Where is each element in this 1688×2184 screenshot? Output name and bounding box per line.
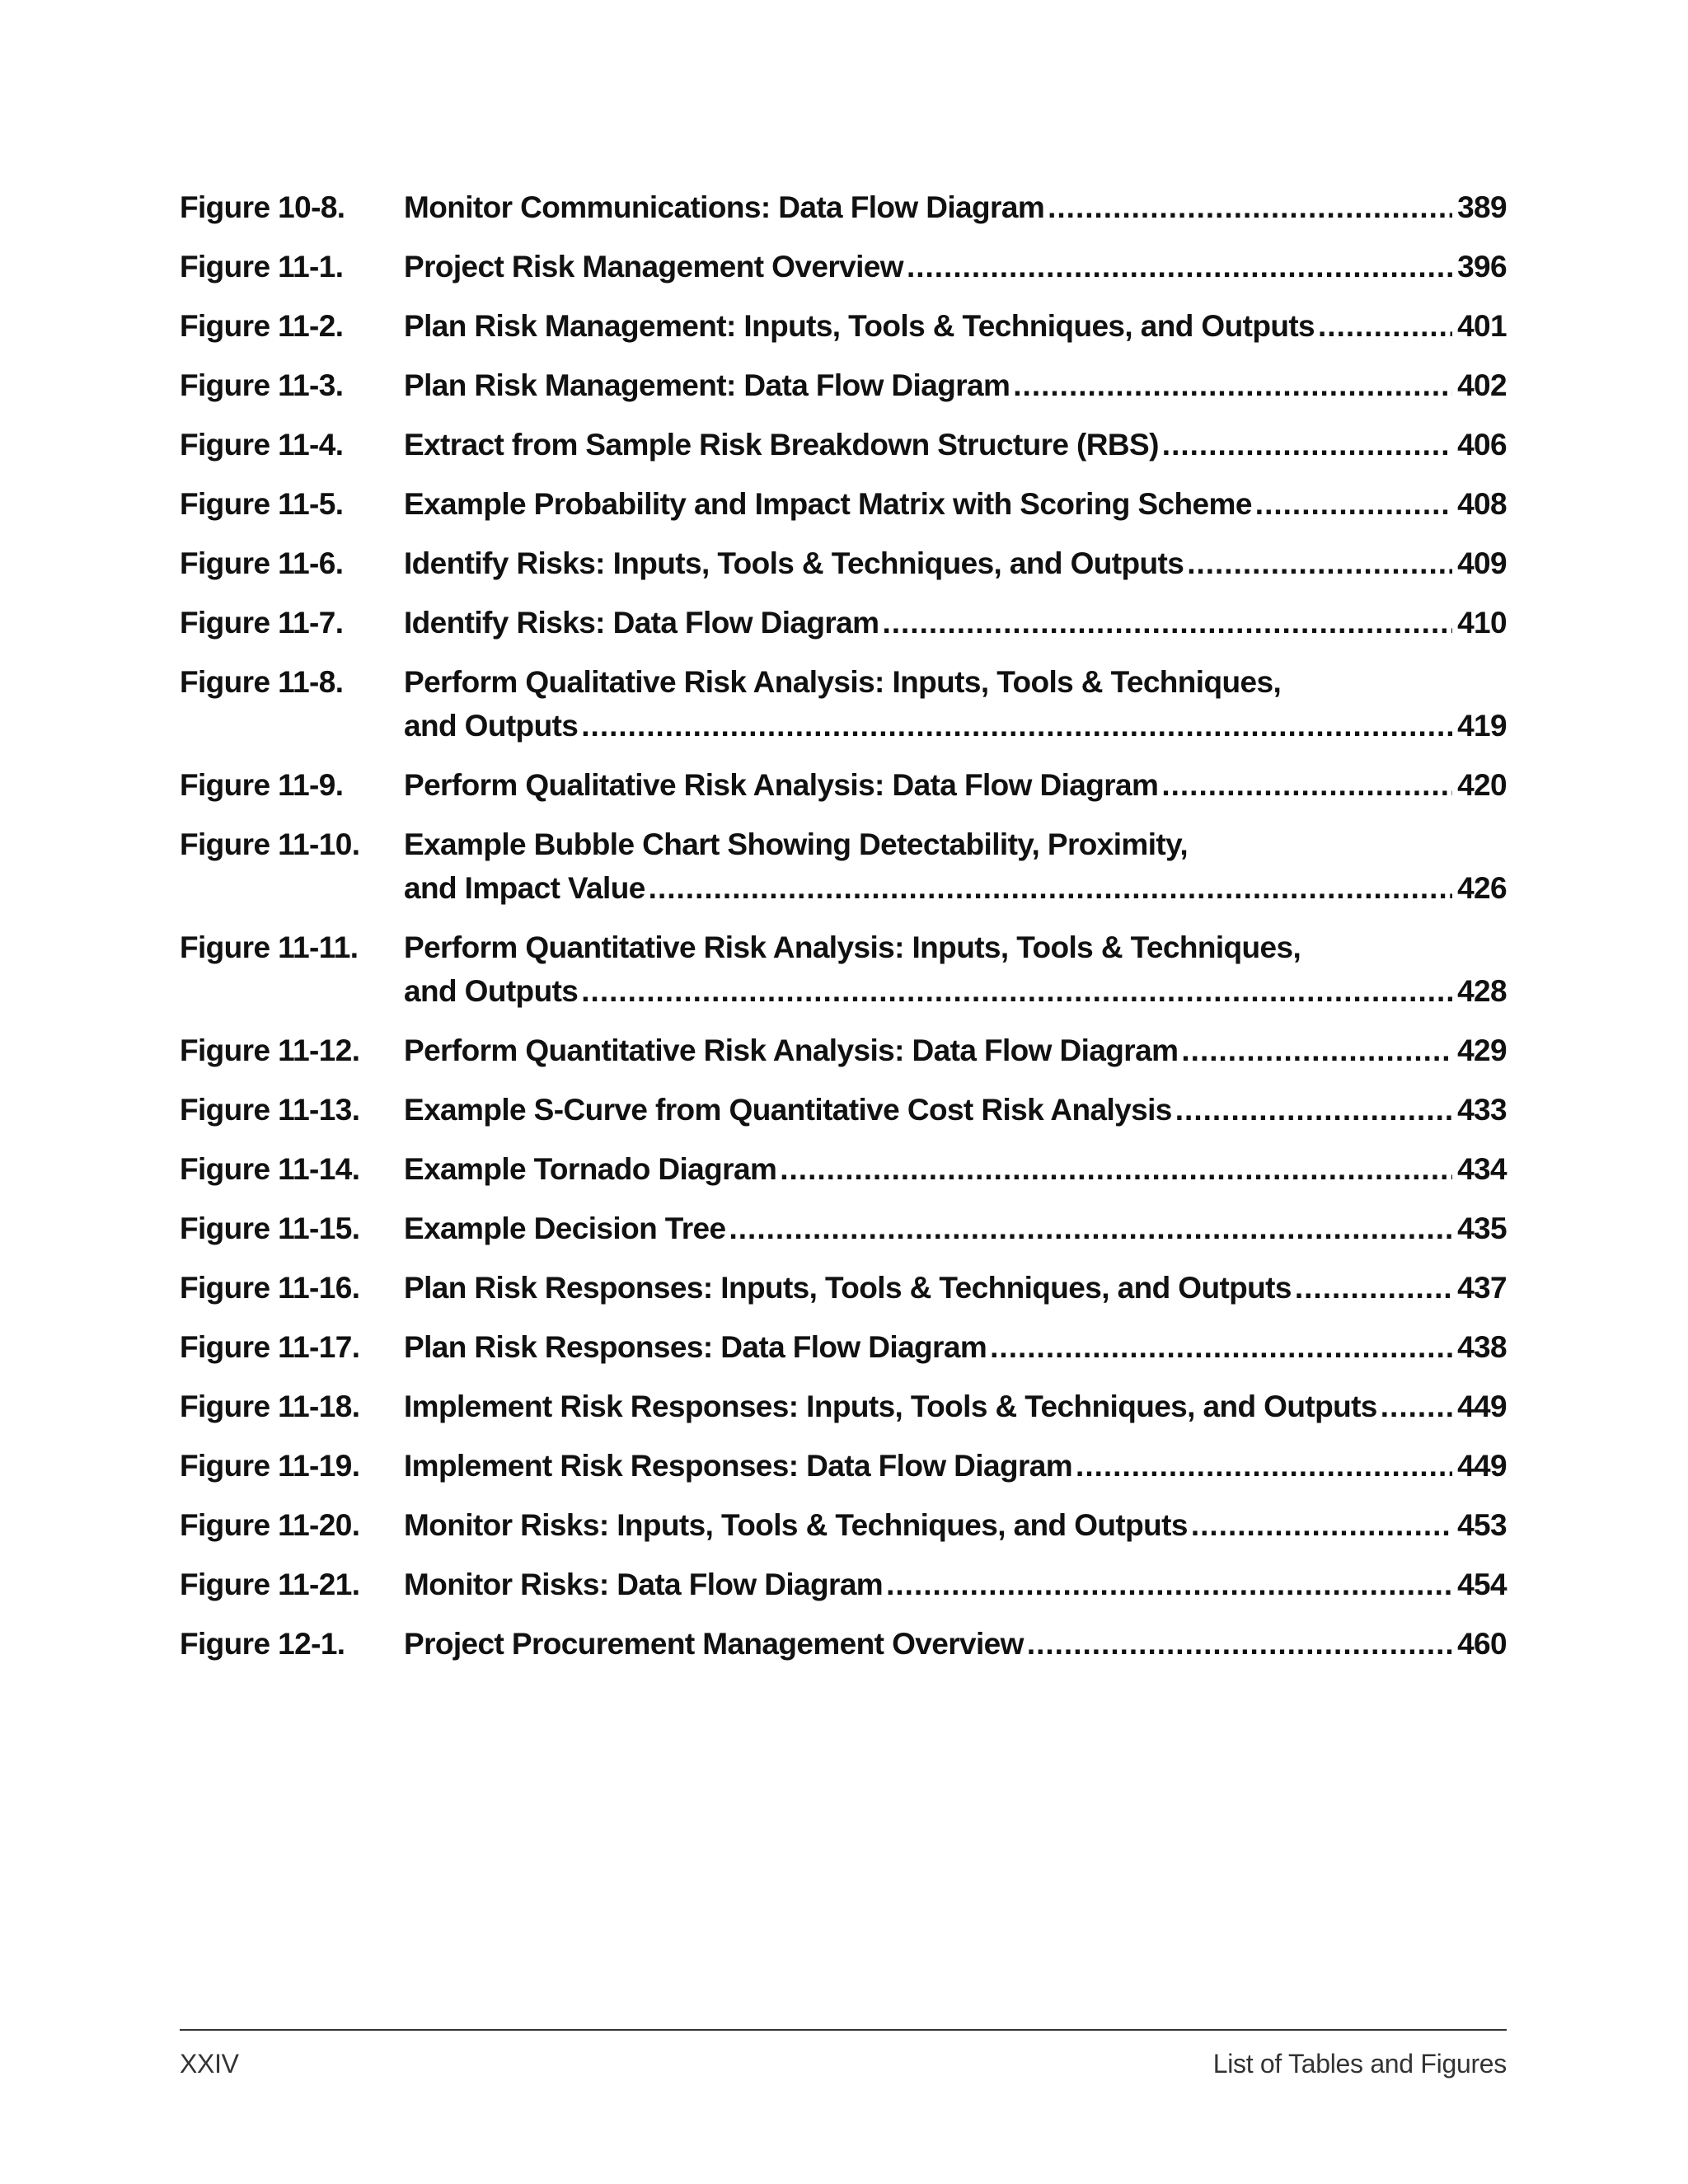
figure-title: Example Probability and Impact Matrix with Scoring Scheme [404,487,1252,521]
toc-entry[interactable] [180,930,1507,1010]
page-number: 437 [1457,1271,1507,1305]
figure-title: Example Decision Tree [404,1212,726,1245]
dot-leader [1076,1448,1452,1484]
figure-label: Figure 11-1. [180,250,344,284]
toc-entry[interactable] [180,308,1507,344]
figure-label: Figure 11-8. [180,665,344,699]
figure-title: Plan Risk Management: Inputs, Tools & Techniques, and Outputs [404,309,1315,343]
figure-label: Figure 11-17. [180,1330,360,1364]
figure-title: Implement Risk Responses: Inputs, Tools & Techniques, and Outputs [404,1390,1377,1423]
dot-leader [882,605,1452,641]
dot-leader [581,973,1452,1010]
page-number: 389 [1457,190,1507,224]
page-number: 401 [1457,309,1507,343]
page-footer [180,2029,1507,2079]
figure-title: Identify Risks: Inputs, Tools & Techniques, and Outputs [404,546,1184,580]
figure-title: Perform Quantitative Risk Analysis: Data Flow Diagram [404,1033,1179,1067]
figure-title: Project Risk Management Overview [404,250,903,284]
figure-label: Figure 10-8. [180,190,345,224]
toc-entry[interactable] [180,1507,1507,1544]
figure-label: Figure 12-1. [180,1627,345,1661]
figure-label: Figure 11-11. [180,930,359,964]
page-number: 409 [1457,546,1507,580]
dot-leader [1318,308,1452,344]
page-number: 433 [1457,1093,1507,1127]
dot-leader [1048,190,1452,226]
dot-leader [649,870,1452,907]
figure-label: Figure 11-20. [180,1508,360,1542]
figure-title-line-1: Perform Qualitative Risk Analysis: Inputs, Tools & Techniques, [404,665,1282,699]
toc-entry[interactable] [180,605,1507,641]
figure-label: Figure 11-15. [180,1212,360,1245]
page-number: 408 [1457,487,1507,521]
toc-entry[interactable] [180,1448,1507,1484]
figure-label: Figure 11-13. [180,1093,360,1127]
figure-title: Implement Risk Responses: Data Flow Diagram [404,1449,1073,1483]
page-number: 454 [1457,1568,1507,1601]
page-number: 426 [1457,871,1507,905]
dot-leader [1295,1270,1452,1306]
toc-entry[interactable] [180,1151,1507,1188]
dot-leader [729,1211,1452,1247]
page-number: 428 [1457,974,1507,1008]
page-number: 419 [1457,709,1507,743]
toc-entry[interactable] [180,249,1507,285]
dot-leader [581,708,1452,744]
page-number: 438 [1457,1330,1507,1364]
figure-label: Figure 11-2. [180,309,344,343]
page-number: 449 [1457,1390,1507,1423]
figure-title: Perform Qualitative Risk Analysis: Data Flow Diagram [404,768,1159,802]
figure-title: Plan Risk Responses: Inputs, Tools & Techniques, and Outputs [404,1271,1292,1305]
toc-entry[interactable] [180,1092,1507,1128]
toc-entry[interactable] [180,190,1507,226]
page-number: 420 [1457,768,1507,802]
toc-entry[interactable] [180,486,1507,523]
figure-title: Plan Risk Responses: Data Flow Diagram [404,1330,987,1364]
dot-leader [907,249,1452,285]
dot-leader [1381,1389,1452,1425]
page-number: 402 [1457,368,1507,402]
toc-entry[interactable] [180,1329,1507,1366]
page-number: 449 [1457,1449,1507,1483]
figure-label: Figure 11-14. [180,1152,360,1186]
figure-label: Figure 11-12. [180,1033,360,1067]
figure-title: Monitor Communications: Data Flow Diagram [404,190,1045,224]
toc-entry[interactable] [180,368,1507,404]
figure-title-line-1: Perform Quantitative Risk Analysis: Inputs, Tools & Techniques, [404,930,1301,964]
toc-entry[interactable] [180,1567,1507,1603]
figure-label: Figure 11-16. [180,1271,360,1305]
figure-label: Figure 11-7. [180,606,344,640]
toc-entry[interactable] [180,427,1507,463]
figure-label: Figure 11-21. [180,1568,360,1601]
page-number: 396 [1457,250,1507,284]
toc-entry[interactable] [180,1389,1507,1425]
dot-leader [1187,546,1452,582]
dot-leader [780,1151,1452,1188]
page-number: 434 [1457,1152,1507,1186]
figure-title: Plan Risk Management: Data Flow Diagram [404,368,1010,402]
dot-leader [1013,368,1452,404]
page-number: 406 [1457,428,1507,462]
dot-leader [990,1329,1452,1366]
dot-leader [1162,427,1452,463]
figure-title-line-2: and Outputs [404,974,579,1008]
toc-entry[interactable] [180,1211,1507,1247]
toc-entry[interactable] [180,767,1507,804]
figure-title: Example S-Curve from Quantitative Cost Risk Analysis [404,1093,1172,1127]
toc-entry[interactable] [180,546,1507,582]
page-number: 410 [1457,606,1507,640]
dot-leader [1027,1626,1452,1662]
figure-label: Figure 11-19. [180,1449,360,1483]
dot-leader [1191,1507,1452,1544]
page-number: 460 [1457,1627,1507,1661]
page-number: 435 [1457,1212,1507,1245]
figure-title: Example Tornado Diagram [404,1152,777,1186]
figure-title: Project Procurement Management Overview [404,1627,1024,1661]
figure-label: Figure 11-6. [180,546,344,580]
figure-label: Figure 11-5. [180,487,344,521]
figure-title: Monitor Risks: Data Flow Diagram [404,1568,884,1601]
figure-label: Figure 11-9. [180,768,344,802]
toc-entry[interactable] [180,1270,1507,1306]
figure-title: Identify Risks: Data Flow Diagram [404,606,879,640]
dot-leader [1161,767,1452,804]
dot-leader [1255,486,1452,523]
footer-section-title: List of Tables and Figures [1212,2049,1507,2079]
figure-label: Figure 11-10. [180,827,360,861]
toc-entry[interactable] [180,664,1507,744]
figure-title: Monitor Risks: Inputs, Tools & Techniques, and Outputs [404,1508,1188,1542]
figure-title-line-2: and Impact Value [404,871,645,905]
figure-label: Figure 11-3. [180,368,344,402]
figure-list [180,190,1507,1685]
toc-entry[interactable] [180,827,1507,907]
footer-page-number: XXIV [180,2049,239,2079]
figure-title-line-2: and Outputs [404,709,579,743]
toc-entry[interactable] [180,1033,1507,1069]
dot-leader [886,1567,1452,1603]
figure-label: Figure 11-18. [180,1390,360,1423]
figure-title: Extract from Sample Risk Breakdown Structure (RBS) [404,428,1159,462]
dot-leader [1175,1092,1452,1128]
figure-title-line-1: Example Bubble Chart Showing Detectability, Proximity, [404,827,1189,861]
toc-entry[interactable] [180,1626,1507,1662]
page-number: 453 [1457,1508,1507,1542]
figure-label: Figure 11-4. [180,428,344,462]
page-number: 429 [1457,1033,1507,1067]
dot-leader [1181,1033,1452,1069]
